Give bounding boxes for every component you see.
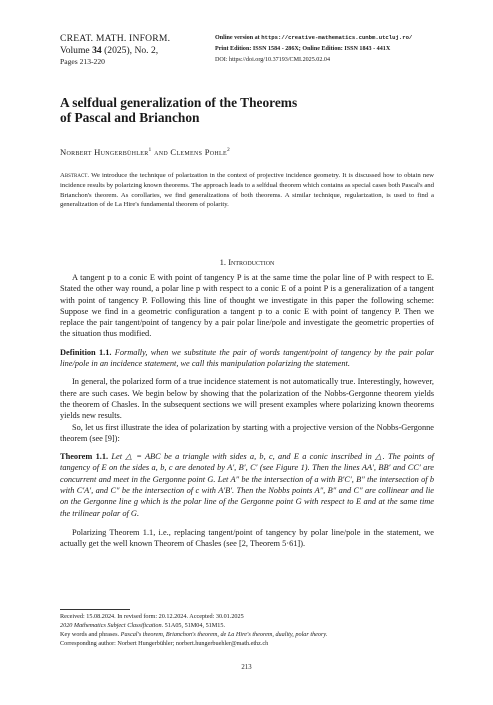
paragraph: Polarizing Theorem 1.1, i.e., replacing tangent/point of tangency by polar line/pole in the statement, we actually get the well known Theorem of Chasles (see [2, Theorem 5·61]). xyxy=(60,527,434,549)
theorem: Theorem 1.1. Let △ = ABC be a triangle with sides a, b, c, and E a conic inscribed in △. The points of tangency of E on the sides a, b, c are denoted by A′, B′, C′ (see Figure 1). Then the lines AA′, BB′ and CC′ are concurrent and meet in the Gergonne point G. Let A″ be the intersection of a with B′C′, B″ the intersection of b with C′A′, and C″ be the intersection of c with A′B′. Then the Nobbs points A″, B″ and C″ are collinear and lie on the Gergonne line g which is the polar line of the Gergonne point G with respect to E and at the same time the trilinear polar of G. xyxy=(60,452,435,518)
author-2: Clemens Pohle xyxy=(170,147,227,157)
msc-classification: 2020 Mathematics Subject Classification. 51A05, 51M04, 51M15. xyxy=(60,622,226,630)
paragraph: So, let us first illustrate the idea of polarization by starting with a projective version of the Nobbs-Gergonne theorem (see [9]): xyxy=(60,422,434,443)
body-text xyxy=(60,272,434,550)
paragraph: In general, the polarized form of a true incidence statement is not automatically true. Interestingly, however, there are such cases. We begin below by showing that the polarization of the Nobbs-Gergonne theorem yields the theorem of Chasles. In the subsequent sections we will present examples where polarizing known theorems yields new results. xyxy=(60,377,434,421)
author-line: Norbert Hungerbühler$^1$ and Clemens Pohle$^2$ xyxy=(60,147,231,157)
journal-header xyxy=(60,33,210,68)
abstract-text: We introduce the technique of polarization in the context of projective incidence geometry. It is discussed how to obtain new incidence results by polarizing known theorems. The approach leads to a selfdual theorem which contains as special cases both Pascal's and Brianchon's theorem. As corollaries, we find generalizations of both theorems. A similar technique, regularization, is used to find a generalization of de La Hire's fundamental theorem of polarity. xyxy=(60,172,434,209)
abstract-label: Abstract. xyxy=(60,172,90,179)
author-1: Norbert Hungerbühler xyxy=(60,147,149,157)
publication-info xyxy=(215,33,445,65)
received-dates: Received: 15.08.2024. In revised form: 20.12.2024. Accepted: 30.01.2025 xyxy=(60,613,244,620)
issn-line: Print Edition: ISSN 1584 - 286X; Online Edition: ISSN 1843 - 441X xyxy=(215,45,391,52)
theorem-label: Theorem 1.1. xyxy=(60,452,109,462)
abstract xyxy=(60,171,434,210)
online-version: Online version at https://creative-mathematics.cunbm.utcluj.ro/ xyxy=(215,34,413,41)
definition-label: Definition 1.1. xyxy=(60,347,112,357)
online-url[interactable]: https://creative-mathematics.cunbm.utcluj.ro/ xyxy=(261,34,413,41)
footnote-divider xyxy=(60,609,130,610)
paper-title: A selfdual generalization of the Theorems of Pascal and Brianchon xyxy=(60,95,298,125)
keywords: Key words and phrases. Pascal's theorem, Brianchon's theorem, de La Hire's theorem, duality, polar theory. xyxy=(60,631,328,639)
journal-name: CREAT. MATH. INFORM. xyxy=(60,33,171,44)
volume-info: Volume 34 (2025), No. 2, xyxy=(60,44,159,56)
page-range: Pages 213-220 xyxy=(60,57,105,66)
corresponding-author: Corresponding author: Norbert Hungerbühler; norbert.hungerbuehler@math.ethz.ch xyxy=(60,640,269,648)
footnotes xyxy=(60,612,440,648)
paragraph: A tangent p to a conic E with point of tangency P is at the same time the polar line of P with respect to E. Stated the other way round, a polar line p with respect to a conic E of a point P is a generalization of a tangent with point of tangency P. Following this line of thought we investigate in this paper the following scheme: Suppose we find in a geometric configuration a tangent p to a conic E with point of tangency P. Then we replace the pair tangent/point of tangency by a pair polar line/pole and investigate the geometric properties of the situation thus modified. xyxy=(60,273,434,339)
definition: Definition 1.1. Formally, when we substitute the pair of words tangent/point of tangency by the pair polar line/pole in an incidence statement, we call this manipulation polarizing the statement. xyxy=(60,347,434,369)
doi-line[interactable]: DOI: https://doi.org/10.37193/CMI.2025.02.04 xyxy=(215,56,330,63)
section-heading: 1. Introduction xyxy=(219,257,275,267)
page-number: 213 xyxy=(241,664,252,671)
